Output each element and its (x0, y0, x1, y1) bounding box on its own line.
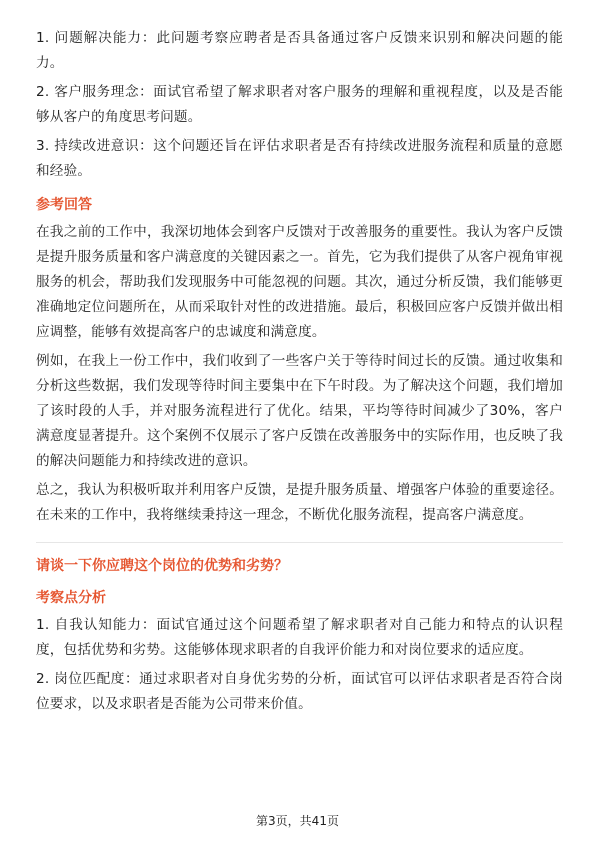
analysis-point-1: 1. 问题解决能力：此问题考察应聘者是否具备通过客户反馈来识别和解决问题的能力。 (36, 30, 563, 71)
section-divider (36, 542, 563, 543)
question-analysis-point-1: 1. 自我认知能力：面试官通过这个问题希望了解求职者对自己能力和特点的认识程度，包括优势和劣势。这能够体现求职者的自我评价能力和对岗位要求的适应度。 (36, 617, 563, 658)
reference-answer-heading: 参考回答 (36, 197, 92, 213)
page-number: 第3页，共41页 (256, 814, 339, 828)
analysis-point-3: 3. 持续改进意识：这个问题还旨在评估求职者是否有持续改进服务流程和质量的意愿和经验。 (36, 138, 563, 179)
analysis-heading: 考察点分析 (36, 590, 106, 606)
question-analysis-point-2: 2. 岗位匹配度：通过求职者对自身优劣势的分析，面试官可以评估求职者是否符合岗位要求，以及求职者是否能为公司带来价值。 (36, 671, 563, 712)
document-page (36, 26, 563, 721)
answer-paragraph-1: 在我之前的工作中，我深切地体会到客户反馈对于改善服务的重要性。我认为客户反馈是提升服务质量和客户满意度的关键因素之一。首先，它为我们提供了从客户视角审视服务的机会，帮助我们发现服务中可能忽视的问题。其次，通过分析反馈，我们能够更准确地定位问题所在，从而采取针对性的改进措施。最后，积极回应客户反馈并做出相应调整，能够有效提高客户的忠诚度和满意度。 (36, 224, 563, 340)
answer-paragraph-2: 例如，在我上一份工作中，我们收到了一些客户关于等待时间过长的反馈。通过收集和分析这些数据，我们发现等待时间主要集中在下午时段。为了解决这个问题，我们增加了该时段的人手，并对服务流程进行了优化。结果，平均等待时间减少了30%，客户满意度显著提升。这个案例不仅展示了客户反馈在改善服务中的实际作用，也反映了我的解决问题能力和持续改进的意识。 (36, 353, 563, 469)
analysis-point-2: 2. 客户服务理念：面试官希望了解求职者对客户服务的理解和重视程度，以及是否能够从客户的角度思考问题。 (36, 84, 563, 125)
answer-paragraph-3: 总之，我认为积极听取并利用客户反馈，是提升服务质量、增强客户体验的重要途径。在未来的工作中，我将继续秉持这一理念，不断优化服务流程，提高客户满意度。 (36, 482, 563, 523)
question-title: 请谈一下你应聘这个岗位的优势和劣势？ (36, 558, 288, 574)
